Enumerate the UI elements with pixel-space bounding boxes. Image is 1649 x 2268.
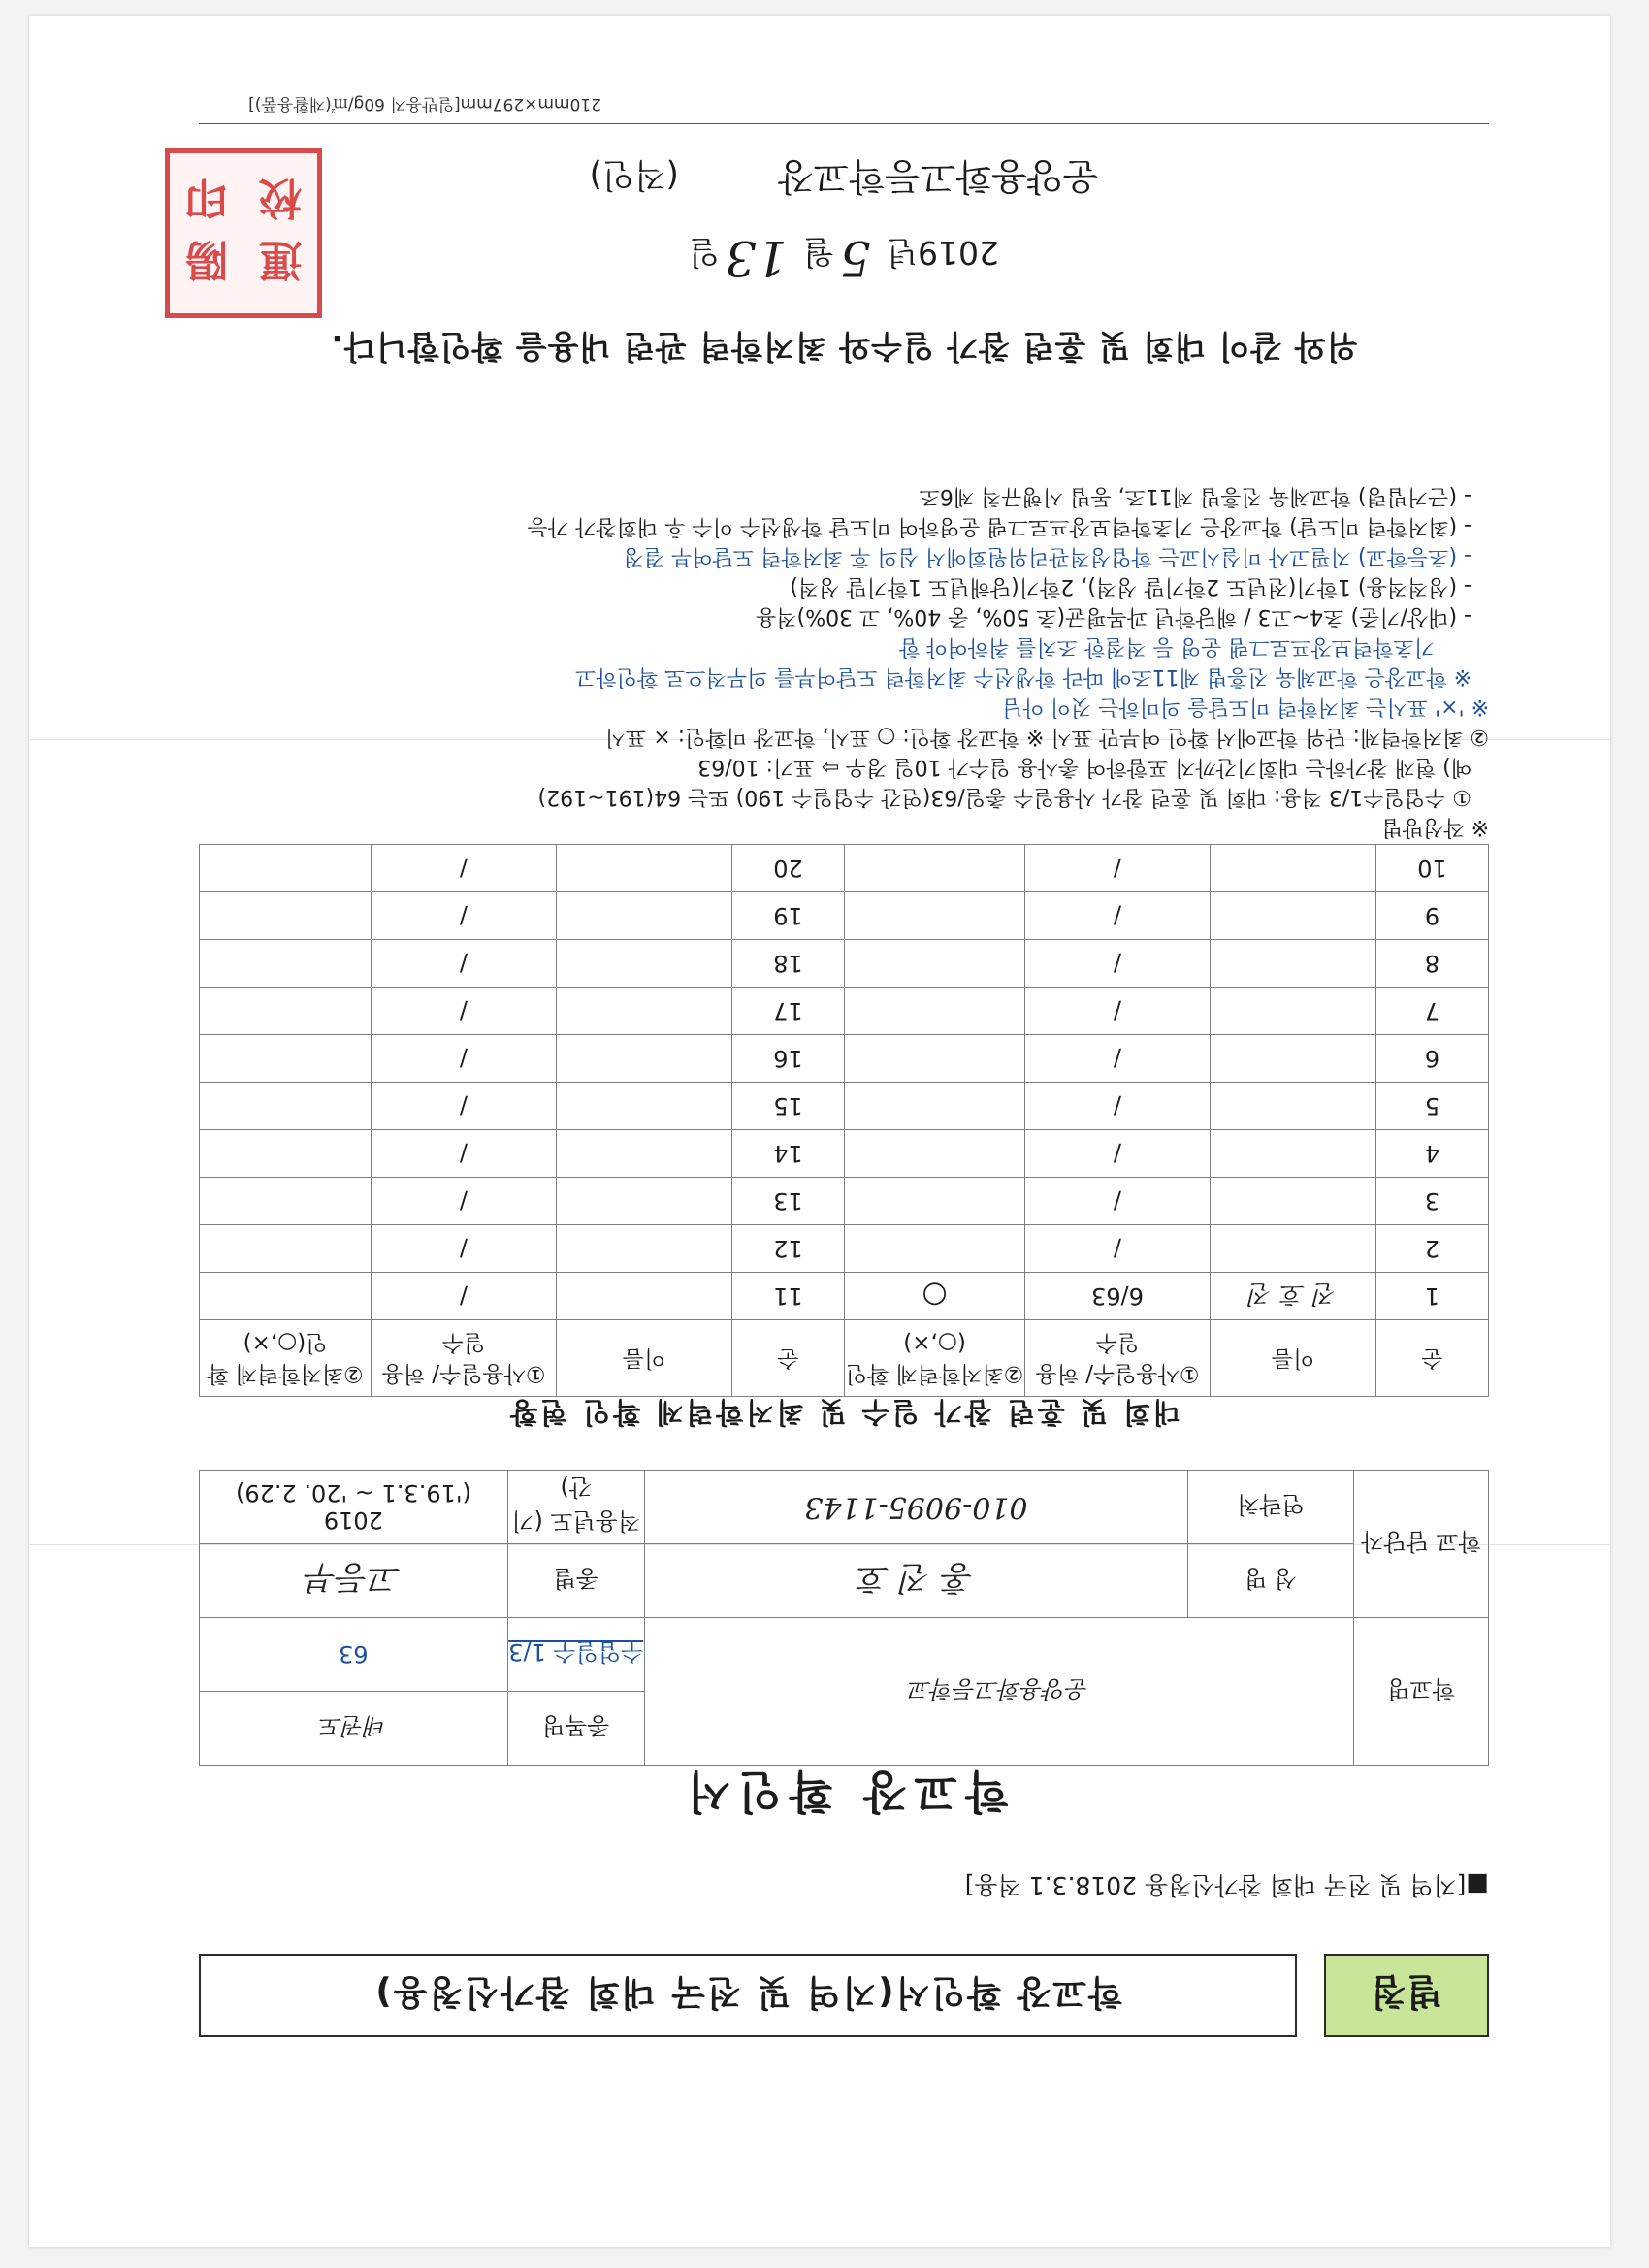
academic-check — [845, 1178, 1025, 1225]
header-name: 이름 — [1211, 1320, 1376, 1397]
days-used: / — [372, 1178, 557, 1225]
instruction-line: 기초학력보장프로그램 운영 등 적절한 조치를 취하여야 함 — [898, 634, 1435, 659]
days-used: / — [1025, 1225, 1211, 1273]
athlete-name — [557, 988, 732, 1035]
contact-name: 홍 진 호 — [644, 1544, 1187, 1618]
applicability-note: ■[지역 및 전국 대회 참가신청용 2018.3.1 적용] — [964, 1871, 1489, 1899]
title-row — [199, 1950, 1489, 2037]
header-check: ②최저학력제 확인(○,×) — [200, 1320, 372, 1397]
school-info-table — [199, 1470, 1489, 1766]
academic-check — [200, 1178, 372, 1225]
writing-instructions — [199, 481, 1489, 842]
days-used: / — [372, 892, 557, 940]
athlete-name — [557, 1035, 732, 1083]
athlete-name — [557, 940, 732, 988]
document-title: 학교장 확인서(지역 및 전국 대회 참가신청용) — [199, 1954, 1297, 2037]
date-year: 2019년 — [887, 234, 1000, 272]
row-no: 17 — [732, 988, 845, 1035]
phone-label: 연락처 — [1188, 1471, 1354, 1544]
event-value: 태권도 — [200, 1692, 508, 1766]
row-no: 20 — [732, 845, 845, 892]
athlete-roster-table — [199, 844, 1489, 1397]
academic-check — [845, 892, 1025, 940]
athlete-name — [1211, 1130, 1376, 1178]
date-month: 5 — [839, 230, 871, 286]
row-no: 3 — [1376, 1178, 1489, 1225]
instruction-line: - (성적적용) 1학기(전년도 2학기말 성적), 2학기(당해년도 1학기말 성적) — [790, 574, 1471, 599]
school-value: 운양용화고등학교 — [644, 1618, 1353, 1766]
days-label: 수업일수 1/3 — [507, 1618, 644, 1692]
academic-check — [200, 1035, 372, 1083]
days-used: / — [1025, 845, 1211, 892]
header-days: ①사용일수/ 허용일수 — [372, 1320, 557, 1397]
seal-label: (직인) — [589, 155, 679, 194]
official-seal-icon — [165, 148, 322, 318]
days-value: 63 — [200, 1618, 508, 1692]
athlete-name — [557, 892, 732, 940]
days-used: / — [1025, 1178, 1211, 1225]
row-no: 19 — [732, 892, 845, 940]
athlete-name — [557, 1273, 732, 1320]
header-days: ①사용일수/ 허용일수 — [1025, 1320, 1211, 1397]
athlete-name — [557, 1130, 732, 1178]
days-used: / — [1025, 988, 1211, 1035]
row-no: 6 — [1376, 1035, 1489, 1083]
athlete-name — [1211, 1083, 1376, 1130]
athlete-name — [557, 1225, 732, 1273]
instruction-line: ※ 작성방법 — [1381, 815, 1489, 839]
school-label: 학교명 — [1354, 1618, 1489, 1766]
row-no: 14 — [732, 1130, 845, 1178]
academic-check — [200, 892, 372, 940]
row-no: 2 — [1376, 1225, 1489, 1273]
academic-check — [200, 988, 372, 1035]
row-no: 18 — [732, 940, 845, 988]
days-used: / — [372, 1035, 557, 1083]
days-used: / — [372, 1273, 557, 1320]
athlete-name — [1211, 892, 1376, 940]
instruction-line: ① 수업일수1/3 적용: 대회 및 훈련 참가 사용일수 총일/63(연간 수업일수 190) 또는 64(191~192) — [537, 785, 1471, 809]
athlete-name — [557, 1178, 732, 1225]
days-used: / — [1025, 1130, 1211, 1178]
days-used: / — [372, 1130, 557, 1178]
row-no: 8 — [1376, 940, 1489, 988]
table-row — [200, 1083, 1489, 1130]
table-row — [200, 845, 1489, 892]
table-row — [200, 1225, 1489, 1273]
academic-check — [200, 1130, 372, 1178]
academic-check — [845, 1130, 1025, 1178]
days-used: / — [372, 1083, 557, 1130]
row-no: 1 — [1376, 1273, 1489, 1320]
instruction-line: ※ 학교장은 학교체육 진흥법 제11조에 따라 학생선수 최저학력 도달여부를 의무적으로 확인하고 — [575, 664, 1471, 689]
confirmation-statement: 위와 같이 대회 및 훈련 참가 일수와 최저학력 관련 내용을 확인합니다. — [330, 328, 1358, 366]
row-no: 5 — [1376, 1083, 1489, 1130]
athlete-name — [1211, 1225, 1376, 1273]
days-used: / — [1025, 1035, 1211, 1083]
instruction-line: - (최저학력 미도달) 학교장은 기초학력보장프로그램 운영하여 미도달 학생선수 이수 후 대회참가 가능 — [527, 514, 1471, 538]
athlete-name — [557, 1083, 732, 1130]
academic-check — [845, 1225, 1025, 1273]
table-row — [200, 1178, 1489, 1225]
athlete-name: 진 호 진 — [1211, 1273, 1376, 1320]
row-no: 13 — [732, 1178, 845, 1225]
athlete-name — [557, 845, 732, 892]
academic-check — [845, 845, 1025, 892]
principal-line — [199, 153, 1489, 207]
date-day-unit: 일 — [688, 234, 720, 272]
academic-check — [200, 1083, 372, 1130]
table-row — [200, 1035, 1489, 1083]
instruction-line: - (근거법령) 학교체육 진흥법 제11조, 동법 시행규칙 제6조 — [919, 484, 1471, 508]
roster-title: 대회 및 훈련 참가 일수 및 최저학력제 확인 현황 — [506, 1396, 1181, 1429]
academic-check — [200, 845, 372, 892]
days-used: / — [372, 940, 557, 988]
row-no: 7 — [1376, 988, 1489, 1035]
header-no: 순 — [1376, 1320, 1489, 1397]
attachment-badge: 별첨 — [1324, 1954, 1489, 2037]
footer-divider — [199, 123, 1489, 124]
seal-glyph: 校 — [259, 173, 302, 223]
days-used: 6/63 — [1025, 1273, 1211, 1320]
instruction-line: - (초등학교) 지필고사 미실시교는 학업성적관리위원회에서 심의 후 최저학력 도달여부 결정 — [623, 544, 1471, 568]
instruction-line: ※ '×' 표시는 최저학력 미도달을 의미하는 것이 아님 — [1002, 695, 1489, 719]
days-used: / — [1025, 892, 1211, 940]
period-cell — [200, 1471, 508, 1544]
athlete-name — [1211, 1178, 1376, 1225]
name-label: 성 명 — [1188, 1544, 1354, 1618]
athlete-name — [1211, 845, 1376, 892]
contact-label: 학교 담당자 — [1354, 1471, 1489, 1618]
event-label: 종목명 — [507, 1692, 644, 1766]
days-used: / — [372, 845, 557, 892]
row-no: 4 — [1376, 1130, 1489, 1178]
instruction-line: 예) 현재 참가하는 대회기간까지 포함하여 총사용 일수가 10일 경우 ⇨ 표기: 10/63 — [697, 755, 1471, 779]
academic-check — [845, 1035, 1025, 1083]
academic-check — [200, 1225, 372, 1273]
academic-check — [200, 1273, 372, 1320]
academic-check — [845, 988, 1025, 1035]
period-range: ('19.3.1 ~ '20. 2.29) — [235, 1479, 471, 1507]
row-no: 10 — [1376, 845, 1489, 892]
period-year: 2019 — [323, 1507, 383, 1535]
table-row — [200, 892, 1489, 940]
academic-check — [845, 940, 1025, 988]
row-no: 12 — [732, 1225, 845, 1273]
seal-glyph: 運 — [259, 235, 302, 285]
row-no: 16 — [732, 1035, 845, 1083]
date-day: 13 — [725, 230, 788, 286]
period-label: 적용년도 (기간) — [507, 1471, 644, 1544]
academic-check: ○ — [845, 1273, 1025, 1320]
seal-glyph: 陽 — [185, 235, 228, 285]
days-used: / — [1025, 1083, 1211, 1130]
academic-check — [845, 1083, 1025, 1130]
instruction-line: ② 최저학력제: 단위 학교에서 확인 여부만 표시 ※ 학교장 확인: ○ 표시, 학교장 미확인: × 표시 — [604, 725, 1489, 749]
table-row — [200, 988, 1489, 1035]
academic-check — [200, 940, 372, 988]
date-month-unit: 월 — [802, 234, 834, 272]
header-check: ②최저학력제 확인(○,×) — [845, 1320, 1025, 1397]
table-row — [200, 1273, 1489, 1320]
issue-date — [199, 230, 1489, 286]
days-used: / — [372, 1225, 557, 1273]
athlete-name — [1211, 1035, 1376, 1083]
paper-spec-footer: 210mm×297mm[일반용지 60g/㎡(재활용품)] — [248, 94, 601, 113]
days-used: / — [372, 988, 557, 1035]
header-name: 이름 — [557, 1320, 732, 1397]
row-no: 9 — [1376, 892, 1489, 940]
row-no: 15 — [732, 1083, 845, 1130]
table-row — [200, 940, 1489, 988]
grade-value: 고등부 — [200, 1544, 508, 1618]
instruction-line: - (대상/기준) 초4~고3 / 해당학년 과목평균(초 50%, 중 40%, 고 30%)적용 — [756, 604, 1471, 629]
phone-value: 010-9095-1143 — [644, 1471, 1187, 1544]
athlete-name — [1211, 940, 1376, 988]
header-no: 순 — [732, 1320, 845, 1397]
page-title: 학교장 확인서 — [679, 1766, 1009, 1818]
principal-name: 운양용화고등학교장 — [777, 155, 1099, 198]
table-row — [200, 1130, 1489, 1178]
athlete-name — [1211, 988, 1376, 1035]
row-no: 11 — [732, 1273, 845, 1320]
days-used: / — [1025, 940, 1211, 988]
grade-label: 종별 — [507, 1544, 644, 1618]
seal-glyph: 印 — [185, 173, 228, 223]
